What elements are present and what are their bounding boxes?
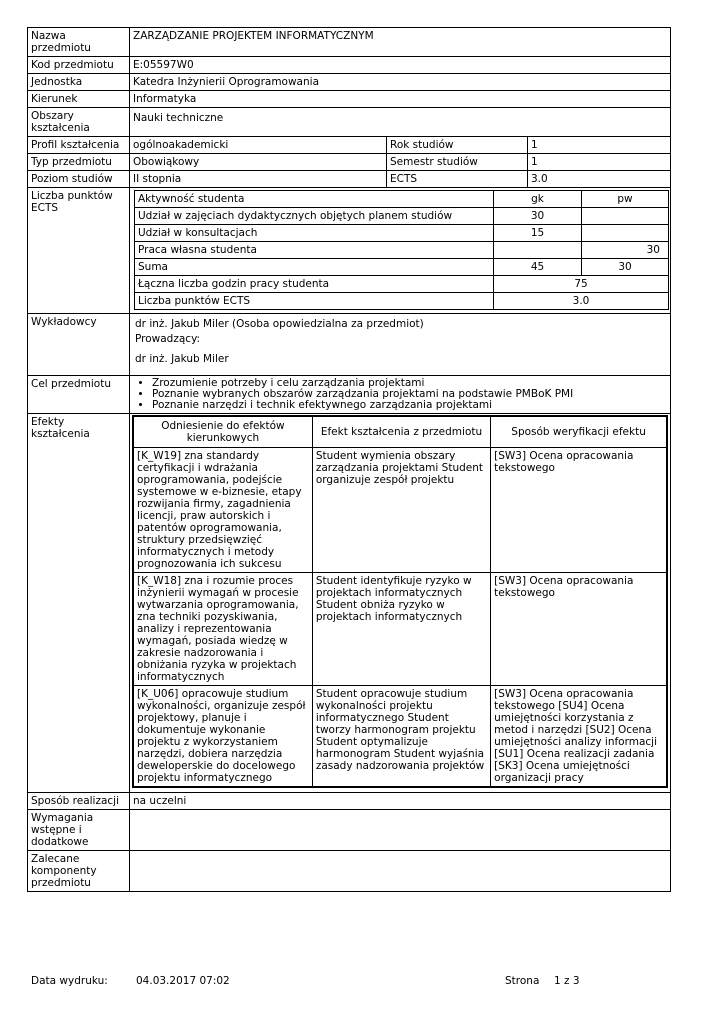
row-level — [28, 171, 671, 188]
total-hours-row — [135, 276, 669, 293]
leading-label: Prowadzący: — [135, 333, 201, 345]
ects-row — [135, 259, 669, 276]
realization: na uczelni — [130, 793, 671, 810]
ects-label: ECTS — [387, 171, 528, 188]
areas: Nauki techniczne — [130, 108, 671, 137]
ects-row-gk: 45 — [494, 259, 582, 276]
ects-points-row — [135, 293, 669, 310]
recommended — [130, 851, 671, 892]
effect-verify: [SW3] Ocena opracowania tekstowego [SU4] Ocena umiejętności korzystania z metod i narzędzi [SU2] Ocena umiejętności analizy informacji [SU1] Ocena realizacji zadania [SK3] Ocena umiejętności organizacji pracy — [491, 686, 667, 788]
semester: 1 — [528, 154, 671, 171]
ects-row — [135, 225, 669, 242]
effects-row — [133, 448, 667, 573]
gk-header: gk — [494, 191, 582, 208]
ects-points: 3.0 — [494, 293, 669, 310]
ects-points-label: Liczba punktów ECTS — [28, 188, 130, 314]
goal-item: • Zrozumienie potrzeby i celu zarządzania projektami — [152, 378, 666, 389]
year: 1 — [528, 137, 671, 154]
leading-lecturer: dr inż. Jakub Miler — [135, 353, 229, 365]
ects-row-label: Praca własna studenta — [135, 242, 494, 259]
row-course-name — [28, 28, 671, 57]
effect-ref: [K_U06] opracowuje studium wykonalności, organizuje zespół projektowy, planuje i dokumentuje wykonanie projektu z wykorzystaniem narzędzi, dobiera narzędzia deweloperskie do docelowego projektu informatycznego — [133, 686, 312, 788]
ects-table — [134, 190, 669, 310]
row-areas — [28, 108, 671, 137]
areas-label: Obszary kształcenia — [28, 108, 130, 137]
profile-label: Profil kształcenia — [28, 137, 130, 154]
effects-row — [133, 573, 667, 686]
ects-row-pw: 30 — [582, 242, 669, 259]
row-direction — [28, 91, 671, 108]
print-date: 04.03.2017 07:02 — [136, 975, 230, 987]
recommended-label: Zalecane komponenty przedmiotu — [28, 851, 130, 892]
total-hours: 75 — [494, 276, 669, 293]
type: Obowiąkowy — [130, 154, 387, 171]
direction-label: Kierunek — [28, 91, 130, 108]
ects-row-label: Suma — [135, 259, 494, 276]
row-unit — [28, 74, 671, 91]
ects-row-pw — [582, 208, 669, 225]
total-hours-label: Łączna liczba godzin pracy studenta — [135, 276, 494, 293]
ects-row — [135, 208, 669, 225]
activity-header: Aktywność studenta — [135, 191, 494, 208]
effects-header-verify: Sposób weryfikacji efektu — [491, 416, 667, 448]
ects-row-gk: 15 — [494, 225, 582, 242]
row-lecturers — [28, 314, 671, 376]
ects-row-gk: 30 — [494, 208, 582, 225]
row-profile — [28, 137, 671, 154]
page-number: 1 z 3 — [554, 975, 580, 987]
row-goals — [28, 376, 671, 414]
ects-row-label: Udział w zajęciach dydaktycznych objętych planem studiów — [135, 208, 494, 225]
page-label: Strona — [505, 975, 540, 987]
semester-label: Semestr studiów — [387, 154, 528, 171]
effect-ref: [K_W19] zna standardy certyfikacji i wdrażania oprogramowania, podejście systemowe w e-biznesie, etapy rozwijania firmy, zagadnienia licencji, praw autorskich i patentów oprogramowania, struktury przedsięwzięć informatycznych i metody prognozowania ich sukcesu — [133, 448, 312, 573]
realization-label: Sposób realizacji — [28, 793, 130, 810]
goal-item: • Poznanie narzędzi i technik efektywnego zarządzania projektami — [152, 400, 666, 411]
ects-row-pw — [582, 225, 669, 242]
responsible-lecturer: dr inż. Jakub Miler (Osoba opowiedzialna za przedmiot) — [135, 318, 424, 330]
goals-list — [134, 378, 666, 411]
year-label: Rok studiów — [387, 137, 528, 154]
unit: Katedra Inżynierii Oprogramowania — [130, 74, 671, 91]
row-realization — [28, 793, 671, 810]
print-date-label: Data wydruku: — [31, 975, 108, 987]
row-effects — [28, 414, 671, 793]
ects-row — [135, 242, 669, 259]
level: II stopnia — [130, 171, 387, 188]
effects-table — [132, 415, 668, 788]
effects-row — [133, 686, 667, 788]
level-label: Poziom studiów — [28, 171, 130, 188]
effects-header-row — [133, 416, 667, 448]
course-name-label: Nazwa przedmiotu — [28, 28, 130, 57]
effect-text: Student wymienia obszary zarządzania projektami Student organizuje zespół projektu — [312, 448, 490, 573]
effects-header-ref: Odniesienie do efektów kierunkowych — [133, 416, 312, 448]
row-course-code — [28, 57, 671, 74]
effect-ref: [K_W18] zna i rozumie proces inżynierii wymagań w procesie wytwarzania oprogramowania, zna techniki pozyskiwania, analizy i reprezentowania wymagań, posiada wiedzę w zakresie nadzorowania i obniżania ryzyka w projektach informatycznych — [133, 573, 312, 686]
direction: Informatyka — [130, 91, 671, 108]
ects-value: 3.0 — [528, 171, 671, 188]
course-code-label: Kod przedmiotu — [28, 57, 130, 74]
course-code: E:05597W0 — [130, 57, 671, 74]
effects-label: Efekty kształcenia — [28, 414, 130, 793]
goal-item: • Poznanie wybranych obszarów zarządzania projektami na podstawie PMBoK PMI — [152, 389, 666, 400]
row-requirements — [28, 810, 671, 851]
row-type — [28, 154, 671, 171]
course-name: ZARZĄDZANIE PROJEKTEM INFORMATYCZNYM — [130, 28, 671, 57]
requirements-label: Wymagania wstępne i dodatkowe — [28, 810, 130, 851]
goals-label: Cel przedmiotu — [28, 376, 130, 414]
row-ects-points — [28, 188, 671, 314]
ects-points-inner-label: Liczba punktów ECTS — [135, 293, 494, 310]
lecturers-label: Wykładowcy — [28, 314, 130, 376]
row-recommended — [28, 851, 671, 892]
effect-verify: [SW3] Ocena opracowania tekstowego — [491, 448, 667, 573]
effect-text: Student opracowuje studium wykonalności projektu informatycznego Student tworzy harmonogram projektu Student optymalizuje harmonogram Student wyjaśnia zasady nadzorowania projektów — [312, 686, 490, 788]
requirements — [130, 810, 671, 851]
ects-row-label: Udział w konsultacjach — [135, 225, 494, 242]
effects-header-effect: Efekt kształcenia z przedmiotu — [312, 416, 490, 448]
ects-header-row — [135, 191, 669, 208]
pw-header: pw — [582, 191, 669, 208]
effect-verify: [SW3] Ocena opracowania tekstowego — [491, 573, 667, 686]
profile: ogólnoakademicki — [130, 137, 387, 154]
ects-row-pw: 30 — [582, 259, 669, 276]
unit-label: Jednostka — [28, 74, 130, 91]
effect-text: Student identyfikuje ryzyko w projektach informatycznych Student obniża ryzyko w projektach informatycznych — [312, 573, 490, 686]
syllabus-table — [27, 27, 671, 892]
ects-row-gk — [494, 242, 582, 259]
type-label: Typ przedmiotu — [28, 154, 130, 171]
